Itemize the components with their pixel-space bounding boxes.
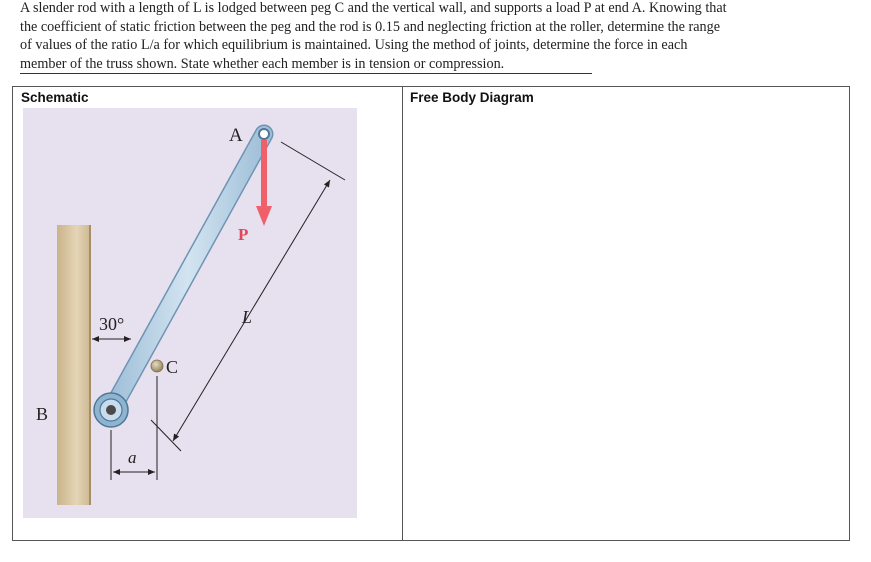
free-body-diagram-area[interactable] [403,109,849,540]
peg-c [151,360,163,372]
label-dim-a: a [128,448,137,467]
label-a: A [229,125,243,146]
schematic-header: Schematic [21,90,89,105]
wall-edge [89,225,91,505]
free-body-diagram-header: Free Body Diagram [410,90,534,105]
label-b: B [36,404,49,424]
label-angle: 30° [99,314,125,334]
problem-line-3: of values of the ratio L/a for which equilibrium is maintained. Using the method of joints, determine the force in each [20,37,688,54]
label-p: P [238,225,249,244]
label-c: C [166,357,179,377]
schematic-figure [23,108,357,518]
roller-b [94,393,128,427]
problem-line-4: member of the truss shown. State whether each member is in tension or compression. [20,55,592,75]
problem-statement [20,0,850,74]
problem-line-1: A slender rod with a length of L is lodged between peg C and the vertical wall, and supports a load P at end A. Knowing that [20,0,727,16]
pin-a [259,129,269,139]
label-l: L [242,307,253,327]
problem-line-2: the coefficient of static friction between the peg and the rod is 0.15 and neglecting friction at the roller, determine the range [20,18,721,35]
wall [57,225,90,505]
